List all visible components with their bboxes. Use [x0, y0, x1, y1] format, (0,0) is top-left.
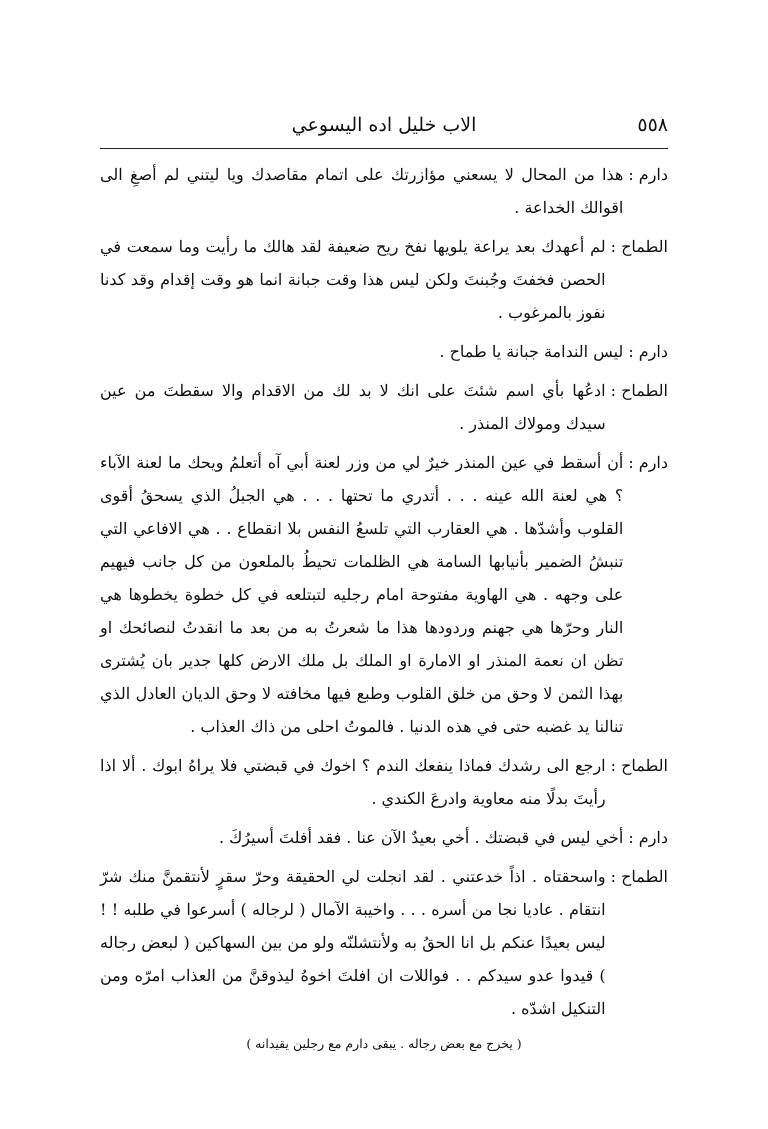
page-number: ٥٥٨	[637, 114, 668, 136]
running-title: الاب خليل اده اليسوعي	[291, 114, 477, 136]
speaker-name: الطماح :	[610, 381, 668, 400]
speech-text: أخي ليس في قبضتك . أخي بعيدٌ الآن عنا . فقد أفلتَ أسيرُكَ .	[218, 828, 624, 847]
speaker-name: الطماح :	[610, 756, 668, 775]
speech-text: ادعُها بأي اسم شئتَ على انك لا بد لك من الاقدام والا سقطتَ من عين سيدك ومولاك المنذر .	[100, 381, 606, 433]
speech-block	[100, 335, 668, 368]
speech-block	[100, 230, 668, 329]
speaker-name: دارم :	[628, 165, 668, 184]
speaker-name: دارم :	[628, 828, 668, 847]
speaker-name: دارم :	[628, 453, 668, 472]
speech-text: ليس الندامة جبانة يا طماح .	[439, 342, 624, 361]
speech-text: أن أسقط في عين المنذر خيرٌ لي من وزر لعنة أبي آه أتعلمُ ويحك ما لعنة الآباء ؟ هي لعنة الله عينه . . . أتدري ما تحتها . . . هي الجبلُ الذي يسحقُ أقوى القلوب وأشدّها . هي العقارب التي تلسعُ النفس بلا انقطاع . . هي الافاعي التي تنبشُ الضمير بأنيابها السامة هي الظلمات تحيطُ بالملعون من كل جانب فيهيم على وجهه . هي الهاوية مفتوحة امام رجليه لتبتلعه في كل خطوة يخطوها هي النار وحرّها هي جهنم وردودها هذا ما شعرتُ به من بعد ما انقدتُ لنصائحك او تظن ان نعمة المنذر او الامارة او الملك بل ملك الارض كلها جدير بان يُشترى بهذا الثمن لا وحق من خلق القلوب وطبع فيها مخافته لا وحق الديان العادل الذي تنالنا يد غضبه حتى في هذه الدنيا . فالموتُ احلى من ذاك العذاب .	[100, 453, 624, 736]
speaker-name: الطماح :	[610, 867, 668, 886]
speech-block	[100, 749, 668, 815]
speech-text: ارجع الى رشدك فماذا ينفعك الندم ؟ اخوك في قبضتي فلا يراهُ ابوك . ألا اذا رأيتَ بدلًا منه معاوية وادرعَ الكندي .	[100, 756, 606, 808]
page-header	[100, 112, 668, 149]
speech-text: واسحقتاه . اذاً خدعتني . لقد انجلت لي الحقيقة وحرّ سقرٍ لأنتقمنَّ منك شرّ انتقام . عاديا نجا من أسره . . . واخيبة الآمال ( لرجاله ) أسرعوا في طلبه ! ! ليس بعيدًا عنكم بل انا الحقُ به ولأنتشلنّه ولو من بين السهاكين ( لبعض رجاله ) قيدوا عدو سيدكم . . فواللات ان افلتَ اخوهُ ليذوقنَّ من العذاب امرّه ومن التنكيل اشدّه .	[100, 867, 606, 1018]
speech-block	[100, 860, 668, 1025]
speech-block	[100, 374, 668, 440]
speech-text: هذا من المحال لا يسعني مؤازرتك على اتمام مقاصدك ويا ليتني لم أصغِ الى اقوالك الخداعة .	[100, 165, 624, 217]
dialogue-body	[100, 158, 668, 1057]
speaker-name: دارم :	[628, 342, 668, 361]
speech-block	[100, 158, 668, 224]
speaker-name: الطماح :	[610, 237, 668, 256]
speech-block	[100, 821, 668, 854]
stage-direction: ( يخرج مع بعض رجاله . يبقى دارم مع رجلين يقيدانه )	[246, 1036, 522, 1051]
speech-text: لم أعهدك بعد يراعة يلويها نفخ ريح ضعيفة لقد هالك ما رأيت وما سمعت في الحصن فخفتَ وجُبنتَ ولكن ليس هذا وقت جبانة انما هو وقت إقدام وقد كدنا نفوز بالمرغوب .	[100, 237, 606, 322]
speech-block	[100, 446, 668, 743]
